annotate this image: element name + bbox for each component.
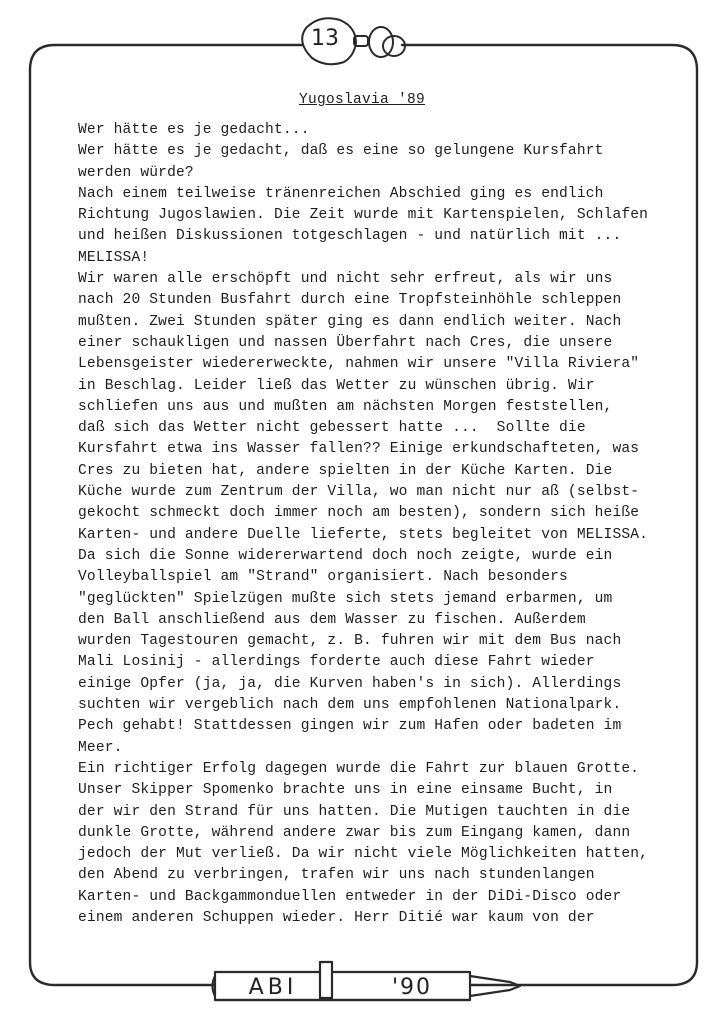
text-line: Pech gehabt! Stattdessen gingen wir zum Hafen oder badeten im — [78, 718, 622, 735]
text-line: mußten. Zwei Stunden später ging es dann endlich weiter. Nach — [78, 313, 622, 330]
text-line: Meer. — [78, 739, 123, 756]
text-line: in Beschlag. Leider ließ das Wetter zu wünschen übrig. Wir — [78, 377, 595, 394]
text-line: Da sich die Sonne widererwartend doch noch zeigte, wurde ein — [78, 547, 613, 564]
text-line: MELISSA! — [78, 249, 150, 266]
text-line: Wir waren alle erschöpft und nicht sehr erfreut, als wir uns — [78, 271, 613, 288]
text-line: wurden Tagestouren gemacht, z. B. fuhren wir mit dem Bus nach — [78, 633, 622, 650]
text-line: der wir den Strand für uns hatten. Die Mutigen tauchten in die — [78, 803, 631, 820]
text-line: schliefen uns aus und mußten am nächsten Morgen feststellen, — [78, 398, 613, 415]
body-text — [78, 120, 708, 929]
text-line: Küche wurde zum Zentrum der Villa, wo man nicht nur aß (selbst- — [78, 484, 640, 501]
text-line: daß sich das Wetter nicht gebessert hatte ... Sollte die — [78, 420, 586, 437]
text-line: Ein richtiger Erfolg dagegen wurde die Fahrt zur blauen Grotte. — [78, 760, 640, 777]
text-line: "geglückten" Spielzügen mußte sich stets jemand erbarmen, um — [78, 590, 613, 607]
document-title: Yugoslavia '89 — [298, 92, 426, 108]
text-line: Mali Losinij - allerdings forderte auch diese Fahrt wieder — [78, 654, 595, 671]
text-line: Nach einem teilweise tränenreichen Abschied ging es endlich — [78, 185, 604, 202]
text-line: den Abend zu verbringen, trafen wir uns nach stundenlangen — [78, 867, 595, 884]
text-line: einem anderen Schuppen wieder. Herr Ditié war kaum von der — [78, 909, 595, 926]
text-line: einer schaukligen und nassen Überfahrt nach Cres, die unsere — [78, 334, 613, 351]
text-line: und heißen Diskussionen totgeschlagen - und natürlich mit ... — [78, 228, 622, 245]
text-line: dunkle Grotte, während andere zwar bis zum Eingang kamen, dann — [78, 824, 631, 841]
text-line: Kursfahrt etwa ins Wasser fallen?? Einige erkundschafteten, was — [78, 441, 640, 458]
footer-abi: ABI — [248, 975, 298, 1000]
text-line: jedoch der Mut verließ. Da wir nicht viele Möglichkeiten hatten, — [78, 846, 649, 863]
clip-ornament — [354, 27, 405, 57]
text-line: Karten- und andere Duelle lieferte, stets begleitet von MELISSA. — [78, 526, 649, 543]
text-line: nach 20 Stunden Busfahrt durch eine Tropfsteinhöhle schleppen — [78, 292, 622, 309]
text-line: Richtung Jugoslawien. Die Zeit wurde mit Kartenspielen, Schlafen — [78, 207, 649, 224]
text-line: gekocht schmeckt doch immer noch am besten), sondern sich heiße — [78, 505, 640, 522]
text-line: Lebensgeister wiedererweckte, nahmen wir unsere "Villa Riviera" — [78, 356, 640, 373]
footer-year: '90 — [391, 975, 433, 1000]
text-line: Karten- und Backgammonduellen entweder in der DiDi-Disco oder — [78, 888, 622, 905]
text-line: Wer hätte es je gedacht, daß es eine so gelungene Kursfahrt — [78, 143, 604, 160]
text-line: suchten wir vergeblich nach dem uns empfohlenen Nationalpark. — [78, 697, 622, 714]
text-line: Unser Skipper Spomenko brachte uns in eine einsame Bucht, in — [78, 782, 613, 799]
text-line: Volleyballspiel am "Strand" organisiert. Nach besonders — [78, 569, 568, 586]
text-line: Wer hätte es je gedacht... — [78, 122, 310, 138]
text-line: einige Opfer (ja, ja, die Kurven haben's in sich). Allerdings — [78, 675, 622, 692]
page-number: 13 — [311, 26, 339, 51]
text-line: den Ball anschließend aus dem Wasser zu fischen. Außerdem — [78, 611, 586, 628]
text-line: Cres zu bieten hat, andere spielten in der Küche Karten. Die — [78, 462, 613, 479]
text-line: werden würde? — [78, 164, 194, 181]
